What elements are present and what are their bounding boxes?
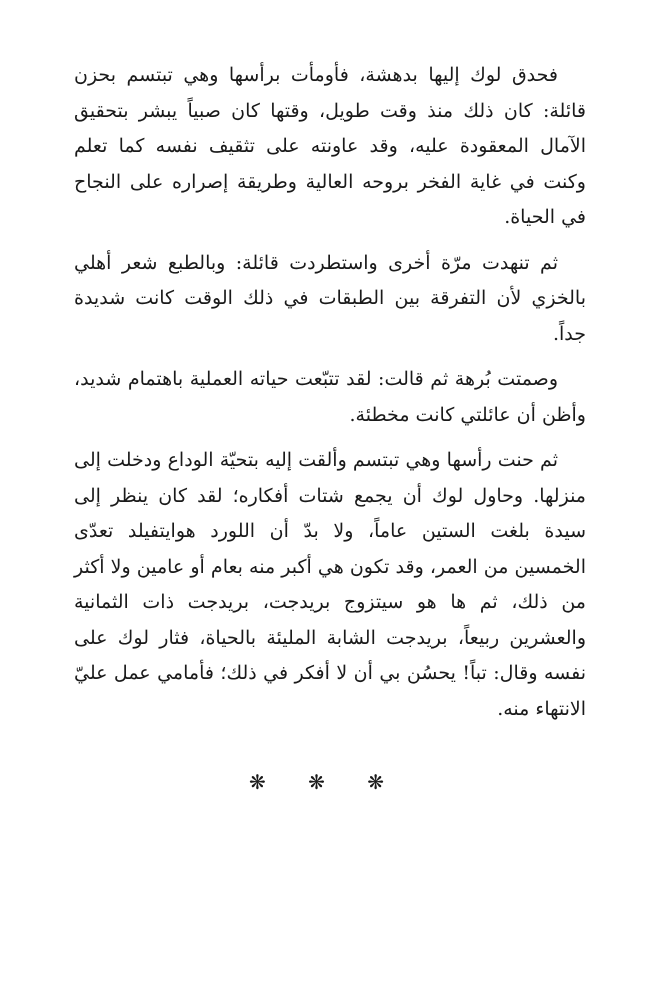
paragraph-2: ثم تنهدت مرّة أخرى واستطردت قائلة: وبالطبع شعر أهلي بالخزي لأن التفرقة بين الطبقات في ذلك الوقت كانت شديدة جداً. xyxy=(74,251,586,345)
body-text xyxy=(74,58,586,737)
paragraph-4: ثم حنت رأسها وهي تبتسم وألقت إليه بتحيّة الوداع ودخلت إلى منزلها. وحاول لوك أن يجمع شتات أفكاره؛ لقد كان ينظر إلى سيدة بلغت الستين عاماً، ولا بدّ أن اللورد هوايتفيلد تعدّى الخمسين من العمر، وقد تكون هي أكبر منه بعام أو عامين ولا أكثر من ذلك، ثم ها هو سيتزوج بريدجت، بريدجت ذات الثمانية والعشرين ربيعاً، بريدجت الشابة المليئة بالحياة، فثار لوك على نفسه وقال: تباً! يحسُن بي أن لا أفكر في ذلك؛ فأمامي عمل عليّ الانتهاء منه. xyxy=(74,449,586,720)
section-separator: ❋ ❋ ❋ xyxy=(249,770,402,794)
paragraph-3: وصمتت بُرهة ثم قالت: لقد تتبّعت حياته العملية باهتمام شديد، وأظن أن عائلتي كانت مخطئة. xyxy=(74,368,586,426)
paragraph-1: فحدق لوك إليها بدهشة، فأومأت برأسها وهي تبتسم بحزن قائلة: كان ذلك منذ وقت طويل، وقتها كان صبياً يبشر بتحقيق الآمال المعقودة عليه، وقد عاونته على تثقيف نفسه كما تعلم وكنت في غاية الفخر بروحه العالية وطريقة إصراره على النجاح في الحياة. xyxy=(74,64,586,228)
